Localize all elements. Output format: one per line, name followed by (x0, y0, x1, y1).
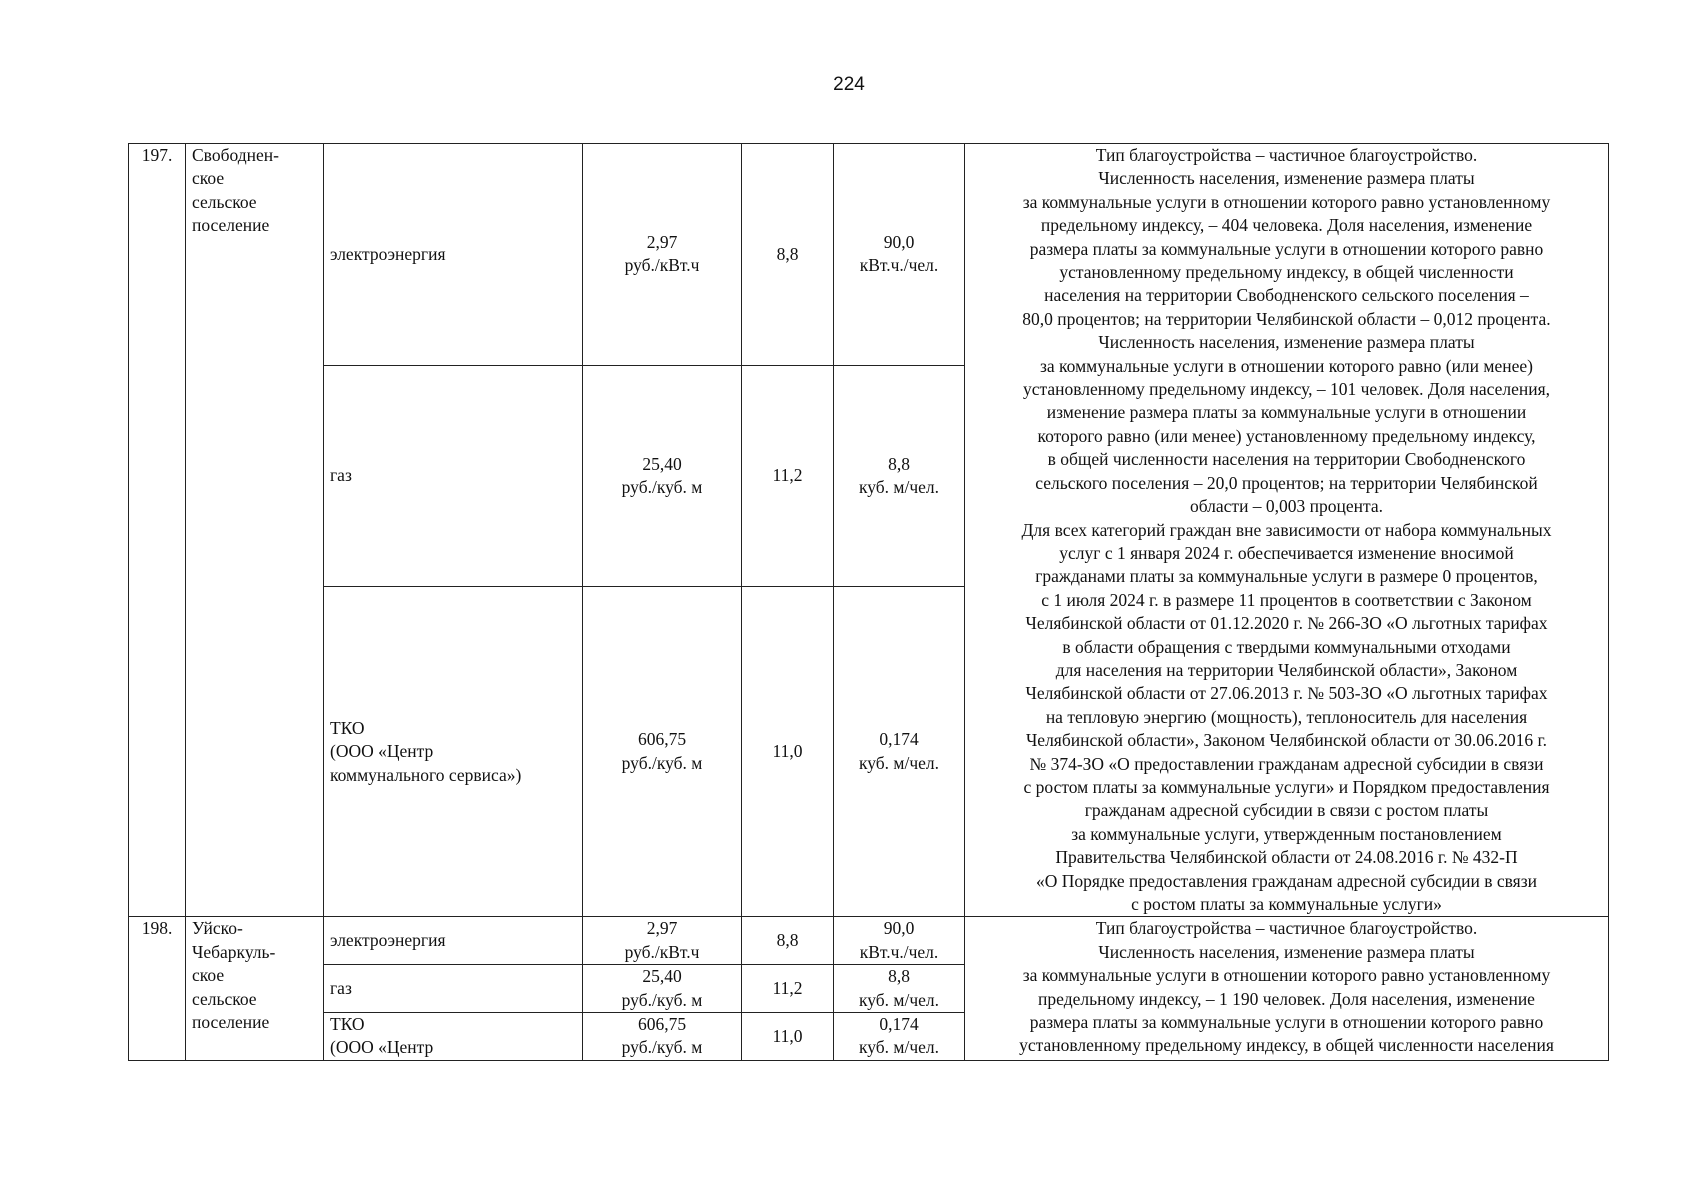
index-value: 8,8 (742, 144, 834, 366)
norm-value: 90,0 (883, 231, 915, 252)
page-number: 224 (833, 74, 865, 95)
tariff-value: 2,97 (646, 918, 678, 939)
tariff-cell (583, 365, 742, 587)
norm-unit: куб. м/чел. (858, 752, 940, 773)
service-name: ТКО (ООО «Центр коммунального сервиса») (324, 587, 583, 917)
index-value: 11,2 (742, 365, 834, 587)
settlement-name: Свободнен- ское сельское поселение (186, 144, 324, 917)
norm-value: 8,8 (888, 453, 910, 474)
norm-cell (834, 587, 965, 917)
tariff-value: 25,40 (642, 966, 682, 987)
tariff-cell (583, 917, 742, 965)
index-value: 11,0 (742, 1013, 834, 1061)
note-text: Тип благоустройства – частичное благоустройство. Численность населения, изменение размера платы за коммунальные услуги в отношении которого равно установленному предельному индексу, – 404 человека. Доля населения, изменение размера платы за коммунальные услуги в отношении которого равно установленному предельному индексу, в общей численности населения на территории Свободненского сельского поселения – 80,0 процентов; на территории Челябинской области – 0,012 процента. Численность населения, изменение размера платы за коммунальные услуги в отношении которого равно (или менее) установленному предельному индексу, – 101 человек. Доля населения, изменение размера платы за коммунальные услуги в отношении которого равно (или менее) установленному предельному индексу, в общей численности населения на территории Свободненского сельского поселения – 20,0 процентов; на территории Челябинской области – 0,003 процента. Для всех категорий граждан вне зависимости от набора коммунальных услуг с 1 января 2024 г. обеспечивается изменение вносимой гражданами платы за коммунальные услуги в размере 0 процентов, с 1 июля 2024 г. в размере 11 процентов в соответствии с Законом Челябинской области от 01.12.2020 г. № 266-ЗО «О льготных тарифах в области обращения с твердыми коммунальными отходами для населения на территории Челябинской области», Законом Челябинской области от 27.06.2013 г. № 503-ЗО «О льготных тарифах на тепловую энергию (мощность), теплоноситель для населения Челябинской области», Законом Челябинской области от 30.06.2016 г. № 374-ЗО «О предоставлении гражданам адресной субсидии в связи с ростом платы за коммунальные услуги» и Порядком предоставления гражданам адресной субсидии в связи с ростом платы за коммунальные услуги, утвержденным постановлением Правительства Челябинской области от 24.08.2016 г. № 432-П «О Порядке предоставления гражданам адресной субсидии в связи с ростом платы за коммунальные услуги» (965, 144, 1609, 917)
norm-value: 0,174 (879, 729, 919, 750)
tariff-value: 25,40 (642, 453, 682, 474)
norm-cell (834, 365, 965, 587)
norm-unit: кВт.ч./чел. (859, 255, 939, 276)
tariff-unit: руб./куб. м (621, 752, 703, 773)
norm-cell (834, 917, 965, 965)
tariff-cell (583, 965, 742, 1013)
tariff-value: 2,97 (646, 231, 678, 252)
tariff-unit: руб./куб. м (621, 1037, 703, 1058)
table-row (129, 144, 1609, 366)
index-value: 11,2 (742, 965, 834, 1013)
tariff-table (128, 143, 1609, 1061)
index-value: 11,0 (742, 587, 834, 917)
service-name: электроэнергия (324, 144, 583, 366)
tariff-cell (583, 587, 742, 917)
table-row (129, 917, 1609, 965)
service-name: ТКО (ООО «Центр (324, 1013, 583, 1061)
tariff-unit: руб./куб. м (621, 476, 703, 497)
tariff-unit: руб./куб. м (621, 989, 703, 1010)
norm-unit: кВт.ч./чел. (859, 941, 939, 962)
norm-value: 90,0 (883, 918, 915, 939)
norm-cell (834, 965, 965, 1013)
norm-value: 8,8 (888, 966, 910, 987)
norm-cell (834, 144, 965, 366)
settlement-name: Уйско- Чебаркуль- ское сельское поселение (186, 917, 324, 1060)
tariff-unit: руб./кВт.ч (624, 255, 700, 276)
service-name: электроэнергия (324, 917, 583, 965)
row-index: 197. (129, 144, 186, 917)
tariff-cell (583, 144, 742, 366)
service-name: газ (324, 365, 583, 587)
tariff-cell (583, 1013, 742, 1061)
norm-unit: куб. м/чел. (858, 476, 940, 497)
index-value: 8,8 (742, 917, 834, 965)
tariff-unit: руб./кВт.ч (624, 941, 700, 962)
norm-value: 0,174 (879, 1014, 919, 1035)
service-name: газ (324, 965, 583, 1013)
norm-unit: куб. м/чел. (858, 989, 940, 1010)
note-text: Тип благоустройства – частичное благоустройство. Численность населения, изменение размера платы за коммунальные услуги в отношении которого равно установленному предельному индексу, – 1 190 человек. Доля населения, изменение размера платы за коммунальные услуги в отношении которого равно установленному предельному индексу, в общей численности населения (965, 917, 1609, 1060)
tariff-value: 606,75 (637, 729, 687, 750)
tariff-value: 606,75 (637, 1014, 687, 1035)
norm-unit: куб. м/чел. (858, 1037, 940, 1058)
norm-cell (834, 1013, 965, 1061)
row-index: 198. (129, 917, 186, 1060)
